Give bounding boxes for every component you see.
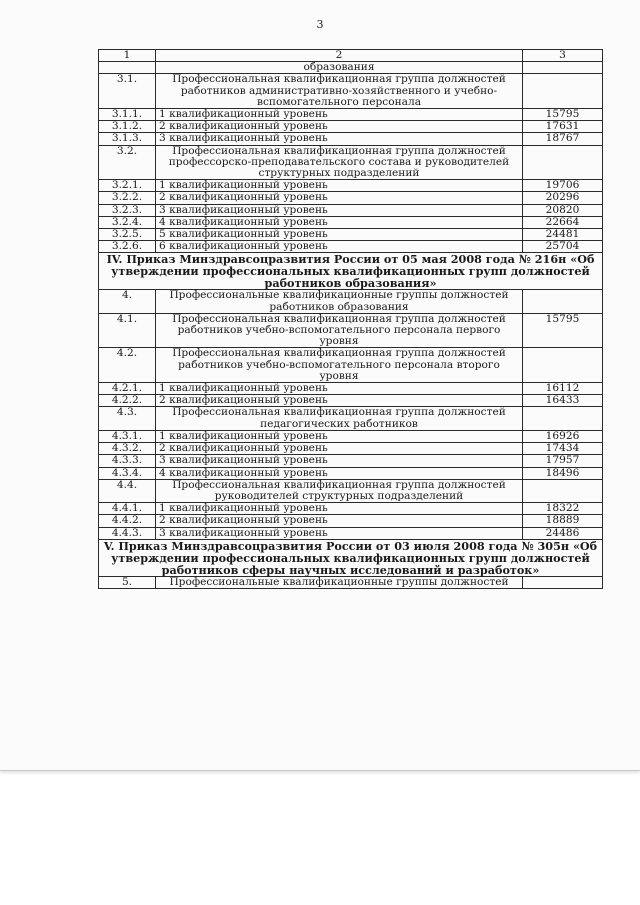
salary-value: 24486 <box>523 527 603 539</box>
group-name: Профессиональная квалификационная группа должностей профессорско-преподавательского состава и руководителей структурных подразделений <box>156 145 523 180</box>
level-row <box>99 121 603 133</box>
level-name: 3 квалификационный уровень <box>156 527 523 539</box>
level-name: 1 квалификационный уровень <box>156 503 523 515</box>
header-col-2: 2 <box>156 50 523 62</box>
row-number: 4.4.1. <box>99 503 156 515</box>
group-row <box>99 407 603 430</box>
salary-value: 18767 <box>523 133 603 145</box>
continuation-text: образования <box>156 62 523 74</box>
level-row <box>99 241 603 253</box>
level-name: 3 квалификационный уровень <box>156 204 523 216</box>
level-name: 4 квалификационный уровень <box>156 467 523 479</box>
page-number: 3 <box>316 18 324 31</box>
level-name: 2 квалификационный уровень <box>156 515 523 527</box>
group-name: Профессиональная квалификационная группа должностей работников учебно-вспомогательного персонала второго уровня <box>156 348 523 383</box>
salary-value <box>523 74 603 109</box>
level-name: 1 квалификационный уровень <box>156 383 523 395</box>
level-row <box>99 109 603 121</box>
salary-value: 25704 <box>523 241 603 253</box>
group-name: Профессиональные квалификационные группы должностей <box>156 576 523 588</box>
salary-value: 22664 <box>523 216 603 228</box>
group-name: Профессиональные квалификационные группы должностей работников образования <box>156 290 523 313</box>
salary-value: 20820 <box>523 204 603 216</box>
salary-value: 18496 <box>523 467 603 479</box>
row-number: 4.3.3. <box>99 455 156 467</box>
salary-value: 20296 <box>523 192 603 204</box>
group-row <box>99 290 603 313</box>
salary-value: 17434 <box>523 443 603 455</box>
level-name: 4 квалификационный уровень <box>156 216 523 228</box>
table-header-row <box>99 50 603 62</box>
group-row <box>99 576 603 588</box>
salary-value <box>523 290 603 313</box>
header-col-1: 1 <box>99 50 156 62</box>
group-row <box>99 348 603 383</box>
row-number: 4.3.1. <box>99 430 156 442</box>
salary-table <box>98 49 603 589</box>
group-name: Профессиональная квалификационная группа должностей работников учебно-вспомогательного персонала первого уровня <box>156 313 523 348</box>
level-row <box>99 527 603 539</box>
level-row <box>99 383 603 395</box>
salary-value: 18889 <box>523 515 603 527</box>
level-name: 2 квалификационный уровень <box>156 443 523 455</box>
row-number: 3.2.6. <box>99 241 156 253</box>
section-iv-heading: IV. Приказ Минздравсоцразвития России от 05 мая 2008 года № 216н «Об утверждении профессиональных квалификационных групп должностей работников образования» <box>99 253 603 290</box>
row-number: 4.4.2. <box>99 515 156 527</box>
group-name: Профессиональная квалификационная группа должностей работников административно-хозяйственного и учебно-вспомогательного персонала <box>156 74 523 109</box>
row-number: 4.3.2. <box>99 443 156 455</box>
row-number: 4.2. <box>99 348 156 383</box>
row-number: 3.2.4. <box>99 216 156 228</box>
row-number: 3.1.1. <box>99 109 156 121</box>
level-name: 3 квалификационный уровень <box>156 133 523 145</box>
group-row <box>99 313 603 348</box>
level-name: 5 квалификационный уровень <box>156 229 523 241</box>
row-number: 3.2.5. <box>99 229 156 241</box>
level-name: 2 квалификационный уровень <box>156 192 523 204</box>
continuation-row <box>99 62 603 74</box>
salary-value: 15795 <box>523 313 603 348</box>
row-number: 3.1. <box>99 74 156 109</box>
level-row <box>99 180 603 192</box>
level-row <box>99 395 603 407</box>
salary-value: 16112 <box>523 383 603 395</box>
row-number: 3.2.3. <box>99 204 156 216</box>
level-row <box>99 455 603 467</box>
group-row <box>99 479 603 502</box>
salary-value: 18322 <box>523 503 603 515</box>
group-name: Профессиональная квалификационная группа должностей педагогических работников <box>156 407 523 430</box>
level-row <box>99 229 603 241</box>
level-row <box>99 443 603 455</box>
section-v-heading: V. Приказ Минздравсоцразвития России от 03 июля 2008 года № 305н «Об утверждении профессиональных квалификационных групп должностей работников сферы научных исследований и разработок» <box>99 539 603 576</box>
level-name: 1 квалификационный уровень <box>156 430 523 442</box>
header-col-3: 3 <box>523 50 603 62</box>
level-name: 3 квалификационный уровень <box>156 455 523 467</box>
level-row <box>99 204 603 216</box>
section-row <box>99 539 603 576</box>
group-row <box>99 145 603 180</box>
row-number: 3.1.3. <box>99 133 156 145</box>
row-number: 3.1.2. <box>99 121 156 133</box>
group-row <box>99 74 603 109</box>
salary-value: 16926 <box>523 430 603 442</box>
salary-value <box>523 348 603 383</box>
salary-value: 17957 <box>523 455 603 467</box>
salary-value: 24481 <box>523 229 603 241</box>
row-number: 4.3.4. <box>99 467 156 479</box>
level-name: 2 квалификационный уровень <box>156 121 523 133</box>
level-name: 6 квалификационный уровень <box>156 241 523 253</box>
row-number: 3.2. <box>99 145 156 180</box>
group-name: Профессиональная квалификационная группа должностей руководителей структурных подразделений <box>156 479 523 502</box>
level-row <box>99 467 603 479</box>
level-row <box>99 216 603 228</box>
level-row <box>99 192 603 204</box>
row-number: 3.2.2. <box>99 192 156 204</box>
row-number: 4.4.3. <box>99 527 156 539</box>
salary-value <box>523 407 603 430</box>
salary-value: 15795 <box>523 109 603 121</box>
section-row <box>99 253 603 290</box>
row-number: 4. <box>99 290 156 313</box>
level-name: 2 квалификационный уровень <box>156 395 523 407</box>
salary-value <box>523 576 603 588</box>
salary-value: 16433 <box>523 395 603 407</box>
row-number: 4.3. <box>99 407 156 430</box>
level-row <box>99 515 603 527</box>
level-row <box>99 133 603 145</box>
salary-value <box>523 479 603 502</box>
row-number: 4.1. <box>99 313 156 348</box>
level-row <box>99 503 603 515</box>
row-number: 4.2.2. <box>99 395 156 407</box>
salary-value <box>523 145 603 180</box>
level-row <box>99 430 603 442</box>
level-name: 1 квалификационный уровень <box>156 180 523 192</box>
row-number: 4.4. <box>99 479 156 502</box>
salary-value: 19706 <box>523 180 603 192</box>
level-name: 1 квалификационный уровень <box>156 109 523 121</box>
row-number: 5. <box>99 576 156 588</box>
salary-value: 17631 <box>523 121 603 133</box>
row-number: 3.2.1. <box>99 180 156 192</box>
row-number: 4.2.1. <box>99 383 156 395</box>
